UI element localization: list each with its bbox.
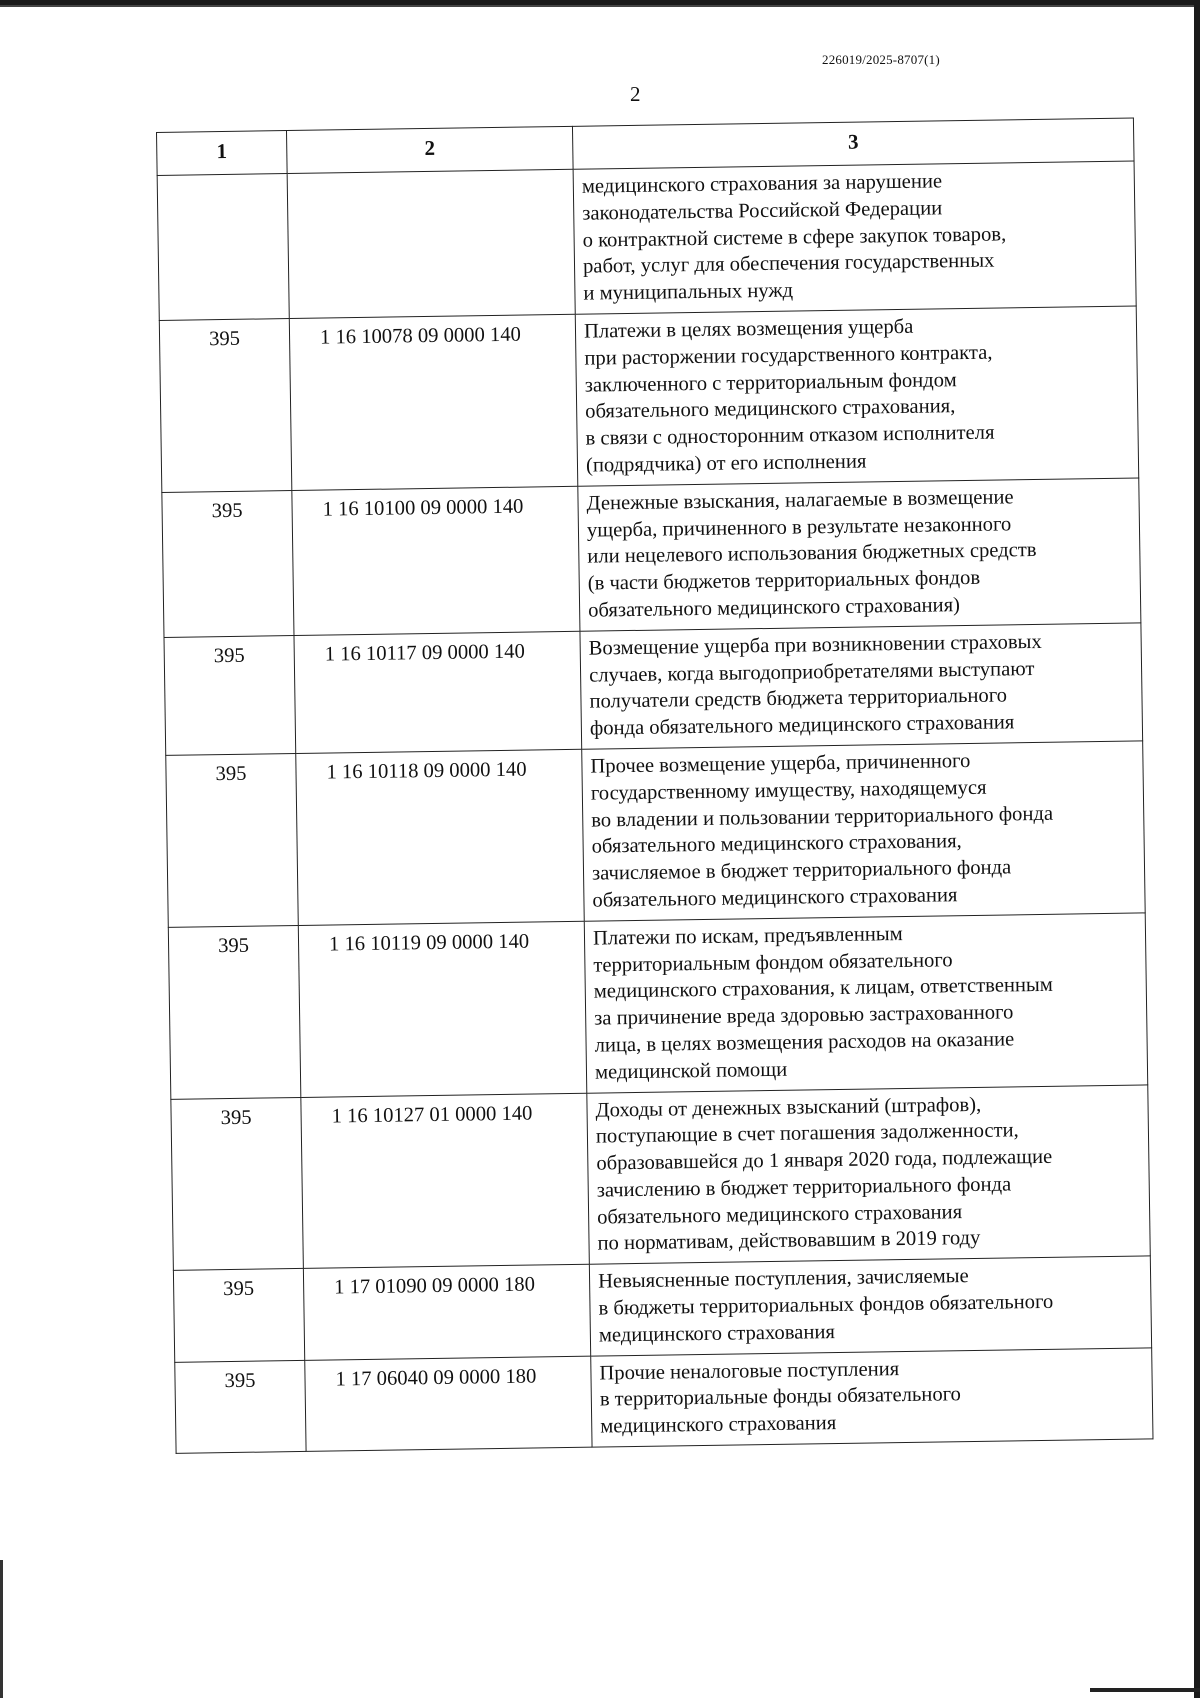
description-line: ущерба, причиненного в результате незаконного (586, 512, 1012, 542)
admin-code-cell: 395 (164, 635, 296, 755)
budget-classification-code-cell: 1 17 06040 09 0000 180 (305, 1356, 592, 1452)
scan-edge-right (1194, 0, 1200, 1698)
scan-edge-top-shadow (0, 5, 1200, 7)
table-row (162, 478, 1141, 637)
description-line: зачисляемое в бюджет территориального фонда (591, 856, 1012, 885)
column-header-1: 1 (157, 131, 288, 176)
description-line: (в части бюджетов территориальных фондов (587, 566, 981, 595)
revenue-description-cell (587, 1084, 1150, 1264)
table-row (157, 161, 1136, 320)
table-row (164, 623, 1143, 756)
revenue-codes-table (156, 117, 1154, 1453)
description-line: Денежные взыскания, налагаемые в возмещение (586, 486, 1014, 515)
description-line: в связи с односторонним отказом исполнителя (585, 421, 995, 450)
budget-classification-code-cell: 1 16 10100 09 0000 140 (292, 486, 580, 635)
revenue-description-cell (575, 306, 1138, 486)
revenue-description-cell (578, 478, 1141, 631)
description-line: Возмещение ущерба при возникновении страховых (588, 630, 1042, 660)
description-line: по нормативам, действовавшим в 2019 году (597, 1227, 981, 1256)
table-row (171, 1084, 1150, 1270)
description-line: работ, услуг для обеспечения государственных (582, 249, 995, 279)
admin-code-cell: 395 (175, 1360, 306, 1453)
description-line: Прочее возмещение ущерба, причиненного (590, 749, 971, 778)
table-row (173, 1256, 1151, 1362)
description-line: или нецелевого использования бюджетных средств (587, 539, 1037, 569)
admin-code-cell: 395 (173, 1269, 304, 1362)
description-line: Прочие неналоговые поступления (599, 1357, 900, 1385)
table-row (166, 741, 1145, 927)
revenue-description-cell (584, 913, 1147, 1093)
description-line: лица, в целях возмещения расходов на оказание (594, 1028, 1015, 1057)
budget-classification-code-cell: 1 16 10119 09 0000 140 (298, 921, 587, 1097)
description-line: заключенного с территориальным фондом (584, 368, 957, 397)
admin-code-cell: 395 (171, 1097, 304, 1271)
description-line: (подрядчика) от его исполнения (585, 450, 867, 477)
description-line: Платежи в целях возмещения ущерба (583, 315, 914, 343)
description-line: в территориальные фонды обязательного (599, 1383, 962, 1412)
revenue-description-cell (573, 161, 1136, 314)
table-body (157, 161, 1153, 1453)
description-line: обязательного медицинского страхования (596, 1200, 963, 1229)
description-line: во владении и пользовании территориального фонда (591, 802, 1054, 832)
description-line: получатели средств бюджета территориального (589, 684, 1008, 713)
description-line: обязательного медицинского страхования) (587, 594, 961, 622)
table-row (159, 306, 1138, 492)
description-line: государственному имуществу, находящемуся (590, 776, 987, 805)
description-line: медицинского страхования за нарушение (581, 170, 943, 198)
admin-code-cell (157, 174, 289, 321)
description-line: зачислению в бюджет территориального фонда (596, 1173, 1012, 1202)
revenue-codes-table-wrapper (156, 117, 1154, 1453)
budget-classification-code-cell: 1 16 10118 09 0000 140 (296, 749, 585, 925)
description-line: обязательного медицинского страхования, (591, 830, 962, 858)
budget-classification-code-cell: 1 16 10078 09 0000 140 (289, 314, 578, 490)
description-line: в бюджеты территориальных фондов обязательного (598, 1290, 1054, 1320)
column-header-2: 2 (286, 126, 573, 173)
description-line: Доходы от денежных взысканий (штрафов), (595, 1093, 982, 1122)
description-line: о контрактной системе в сфере закупок товаров, (582, 222, 1007, 252)
description-line: образовавшейся до 1 января 2020 года, подлежащие (596, 1145, 1053, 1175)
admin-code-cell: 395 (159, 319, 292, 493)
description-line: фонда обязательного медицинского страхования (589, 711, 1015, 740)
description-line: обязательного медицинского страхования (592, 884, 958, 912)
description-line: территориальным фондом обязательного (593, 948, 953, 977)
budget-classification-code-cell (287, 169, 575, 318)
document-registration-number: 226019/2025-8707(1) (822, 52, 940, 67)
description-line: медицинского страхования (598, 1320, 836, 1347)
column-header-3: 3 (572, 118, 1134, 169)
description-line: и муниципальных нужд (583, 279, 794, 305)
revenue-description-cell (582, 741, 1145, 921)
description-line: медицинской помощи (594, 1058, 788, 1084)
admin-code-cell: 395 (162, 490, 294, 637)
revenue-description-cell (589, 1256, 1151, 1356)
description-line: медицинского страхования (600, 1412, 837, 1438)
description-line: случаев, когда выгодоприобретателями выступают (588, 657, 1035, 687)
description-line: за причинение вреда здоровью застрахованного (594, 1001, 1014, 1030)
description-line: обязательного медицинского страхования, (585, 395, 956, 424)
description-line: Платежи по искам, предъявленным (592, 922, 903, 950)
description-line: Невыясненные поступления, зачисляемые (597, 1265, 969, 1293)
admin-code-cell: 395 (168, 925, 301, 1099)
page-number: 2 (630, 82, 641, 106)
budget-classification-code-cell: 1 16 10127 01 0000 140 (301, 1093, 590, 1269)
description-line: при расторжении государственного контракта, (584, 341, 993, 370)
budget-classification-code-cell: 1 16 10117 09 0000 140 (294, 631, 582, 753)
scan-edge-left (0, 1560, 3, 1698)
budget-classification-code-cell: 1 17 01090 09 0000 180 (303, 1264, 590, 1360)
table-row (168, 913, 1147, 1099)
revenue-description-cell (580, 623, 1143, 749)
description-line: законодательства Российской Федерации (582, 197, 943, 225)
revenue-description-cell (591, 1348, 1153, 1448)
admin-code-cell: 395 (166, 753, 299, 927)
description-line: поступающие в счет погашения задолженности, (595, 1119, 1019, 1148)
description-line: медицинского страхования, к лицам, ответственным (593, 974, 1053, 1003)
scan-edge-bottom (1090, 1688, 1200, 1692)
table-row (175, 1348, 1153, 1454)
